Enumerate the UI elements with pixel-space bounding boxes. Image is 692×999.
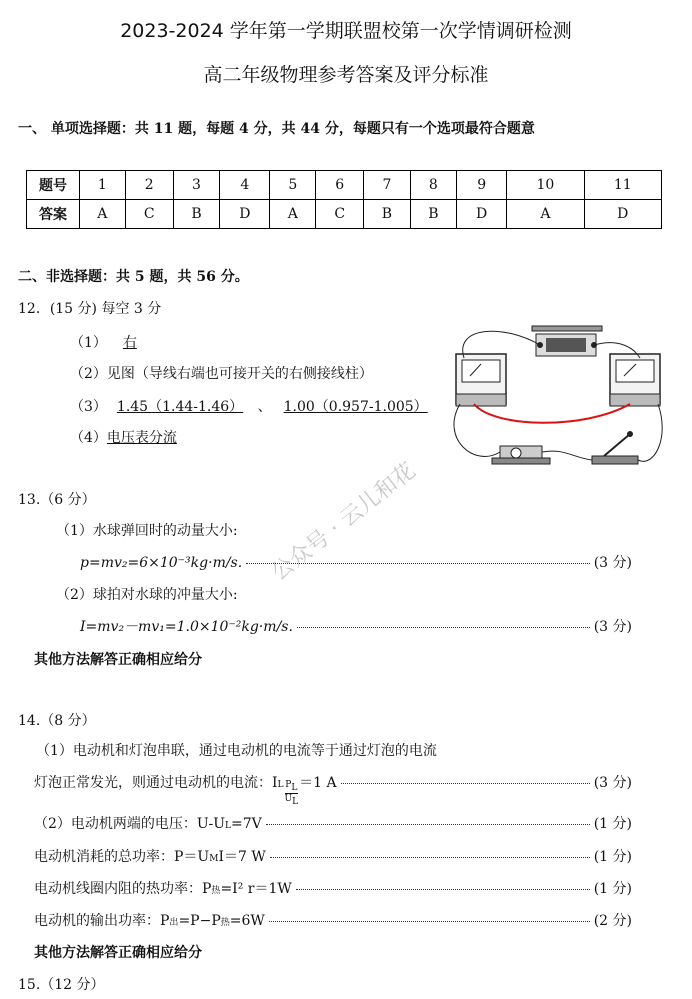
q13-part1-formula: p=mv₂=6×10⁻³kg·m/s.: [80, 555, 243, 571]
leader-dots: [270, 857, 590, 858]
q12-answer-4: [70, 427, 177, 447]
q12-answer-3: [70, 396, 432, 416]
answer-cell: A: [80, 200, 126, 229]
leader-dots: [266, 824, 590, 825]
q12-title: 12．(15 分) 每空 3 分: [18, 301, 162, 317]
q-number: 2: [125, 171, 173, 200]
q14-l5-text: 电动机线圈内阻的热功率：P: [34, 881, 212, 897]
watermark: 公众号 · 云儿和花: [267, 458, 421, 586]
leader-dots: [297, 627, 590, 628]
row-label-number: 题号: [27, 171, 80, 200]
battery-icon: [492, 446, 550, 464]
leader-dots: [341, 783, 590, 784]
q12-a3-value2: 1.00（0.957-1.005）: [283, 399, 428, 415]
q12-a3-value1: 1.45（1.44-1.46）: [116, 399, 244, 415]
answer-cell: B: [364, 200, 410, 229]
table-row-numbers: [27, 171, 662, 200]
rheostat-icon: [532, 326, 602, 356]
answer-cell: B: [410, 200, 456, 229]
q14-l6-text: 电动机的输出功率：P: [34, 913, 170, 929]
q14-note: 其他方法解答正确相应给分: [34, 945, 202, 961]
row-label-answer: 答案: [27, 200, 80, 229]
q14-l6-score: (2 分): [593, 913, 632, 929]
section1-heading: 一、 单项选择题：共 11 题，每题 4 分，共 44 分，每题只有一个选项最符合题意: [18, 121, 535, 137]
q14-l3-text: （2）电动机两端的电压：U-U: [34, 816, 225, 832]
q14-l2-tail: ＝1 A: [299, 775, 337, 791]
q12-a1-value: 右: [122, 335, 137, 351]
q14-l4-tail: I＝7 W: [218, 849, 266, 865]
q12-a3-separator: 、: [257, 399, 272, 415]
leader-dots: [269, 921, 590, 922]
q14-l6-tail: =6W: [229, 913, 265, 929]
q-number: 6: [316, 171, 364, 200]
q-number: 4: [220, 171, 270, 200]
document-title: 2023-2024 学年第一学期联盟校第一次学情调研检测: [120, 20, 572, 42]
q13-part2-formula: I=mv₂－mv₁=1.0×10⁻²kg·m/s.: [80, 619, 293, 635]
q-number: 11: [584, 171, 661, 200]
ammeter-icon: [610, 354, 660, 406]
answer-cell: A: [270, 200, 316, 229]
answer-cell: C: [316, 200, 364, 229]
q14-title: 14.（8 分）: [18, 713, 96, 729]
answer-cell: C: [125, 200, 173, 229]
table-row-answers: [27, 200, 662, 229]
q14-l6-mid: =P−P: [178, 913, 221, 929]
q14-line2: 灯泡正常发光，则通过电动机的电流：I $_L$ $P_L$ $U_L$ ＝1 A (3 分): [34, 772, 632, 807]
answer-cell: D: [584, 200, 661, 229]
q-number: 8: [410, 171, 456, 200]
q13-part2-text: （2）球拍对水球的冲量大小:: [56, 587, 238, 603]
q14-l4-score: (1 分): [593, 849, 632, 865]
q13-title: 13.（6 分）: [18, 492, 96, 508]
q-number: 7: [364, 171, 410, 200]
q12-answer-2: （2）见图（导线右端也可接开关的右侧接线柱）: [70, 366, 373, 382]
document-subtitle: 高二年级物理参考答案及评分标准: [203, 64, 489, 86]
q13-part1-score: (3 分): [593, 555, 632, 571]
answer-table: [26, 170, 662, 229]
answer-cell: D: [220, 200, 270, 229]
q-number: 9: [457, 171, 507, 200]
q13-part1-text: （1）水球弹回时的动量大小:: [56, 523, 238, 539]
q12-a4-value: 电压表分流: [106, 430, 177, 446]
q12-a4-label: （4）: [70, 430, 107, 446]
q14-line6: 电动机的输出功率：P 出 =P−P 热 =6W (2 分): [34, 910, 632, 930]
circuit-diagram-image: [444, 318, 666, 474]
q14-l2-score: (3 分): [593, 775, 632, 791]
q-number: 5: [270, 171, 316, 200]
q13-part2-score: (3 分): [593, 619, 632, 635]
answer-cell: B: [173, 200, 219, 229]
q-number: 10: [507, 171, 584, 200]
q14-l3-score: (1 分): [593, 816, 632, 832]
q15-title: 15.（12 分）: [18, 977, 105, 993]
q13-part2-line: [80, 616, 632, 636]
switch-icon: [592, 431, 638, 464]
leader-dots: [296, 889, 590, 890]
q-number: 3: [173, 171, 219, 200]
answer-cell: D: [457, 200, 507, 229]
q14-l3-tail: =7V: [230, 816, 262, 832]
leader-dots: [246, 563, 590, 564]
q12-answer-1: [70, 332, 151, 352]
q14-line3: （2）电动机两端的电压：U-U $_L$ =7V (1 分): [34, 813, 632, 833]
q14-l2-text: 灯泡正常发光，则通过电动机的电流：I: [34, 775, 278, 791]
q14-line4: 电动机消耗的总功率：P＝U $_M$ I＝7 W (1 分): [34, 846, 632, 866]
q12-a3-label: （3）: [70, 399, 107, 415]
voltmeter-icon: [456, 354, 506, 406]
q13-note: 其他方法解答正确相应给分: [34, 652, 202, 668]
section2-heading: 二、非选择题：共 5 题，共 56 分。: [18, 269, 249, 285]
q14-line1: （1）电动机和灯泡串联，通过电动机的电流等于通过灯泡的电流: [36, 743, 437, 759]
q14-l5-tail: =I² r＝1W: [220, 881, 292, 897]
q12-a1-label: （1）: [70, 335, 107, 351]
answer-cell: A: [507, 200, 584, 229]
q14-line5: 电动机线圈内阻的热功率：P 热 =I² r＝1W (1 分): [34, 878, 632, 898]
q-number: 1: [80, 171, 126, 200]
q14-l5-score: (1 分): [593, 881, 632, 897]
q14-l4-text: 电动机消耗的总功率：P＝U: [34, 849, 210, 865]
q13-part1-line: [80, 552, 632, 572]
